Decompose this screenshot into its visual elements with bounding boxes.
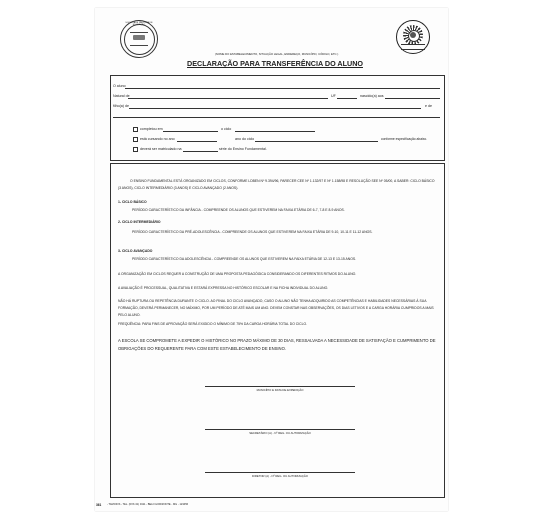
cursando-ano-field[interactable] [177,141,217,142]
signature-line-2[interactable] [205,429,355,430]
school-seal-left [120,20,158,58]
cursando-checkbox[interactable] [133,137,138,142]
cursando-label: está cursando no ano [140,137,175,141]
ciclo2-text: PERÍODO CARACTERÍSTICO DA PRÉ-ADOLESCÊNCIA - COMPREENDE OS ALUNOS QUE ESTIVEREM NA FAIXA ETÁRIA DE 9-10, 10-11 E 11-12 ANOS. [132,230,373,234]
matriculado-checkbox[interactable] [133,147,138,152]
concluiu-suffix: o ciclo [221,127,232,131]
bullet-ruptura: NÃO HÁ RUPTURA OU REPETÊNCIA DURANTE O CICLO. AO FINAL DO CICLO AVANÇADO, CASO O ALUNO NÃO TENHA ADQUIRIDO AS COMPETÊNCIAS E HABILIDADES NECESSÁRIAS À SUA FORMAÇÃO, DEVERÁ PERMANECER, NO MÁXIMO, POR UM PERÍODO DE ATÉ MAIS UM ANO. DEVEM CONSTAR NAS OBSERVAÇÕES, OS DIAS LETIVOS E A CARGA HORÁRIA CUMPRIDOS A MAIS PELO ALUNO. [118,299,434,317]
natural-field[interactable] [128,98,328,99]
concluiu-label: completou em [140,127,163,131]
ciclo1-title: 1- CICLO BÁSICO [118,200,147,204]
matriculado-label: deverá ser matriculado na [140,147,182,151]
filho-label: filho(a) de [113,104,129,108]
ciclo2-title: 2- CICLO INTERMEDIÁRIO [118,220,161,224]
ciclo3-text: PERÍODO CARACTERÍSTICO DA ADOLESCÊNCIA - COMPREENDE OS ALUNOS QUE ESTIVEREM NA FAIXA ETÁRIA DE 12-13 E 13-15 ANOS. [132,257,357,261]
signature-line-3[interactable] [205,472,355,473]
concluiu-checkbox[interactable] [133,127,138,132]
bullet-avaliacao: A AVALIAÇÃO É PROCESSUAL, QUALITATIVA E ESTARÁ EXPRESSA NO HISTÓRICO ESCOLAR E NA FICHA INDIVIDUAL DO ALUNO. [118,286,329,290]
mae-field[interactable] [113,117,440,118]
cursando-mid: ano do ciclo [235,137,255,141]
concluiu-ciclo-field[interactable] [235,131,315,132]
ciclo1-text: PERÍODO CARACTERÍSTICO DA INFÂNCIA - COMPREENDE OS ALUNOS QUE ESTIVEREM NA FAIXA ETÁRIA DE 6-7, 7-8 E 8-9 ANOS. [132,208,345,212]
signature-line-1[interactable] [205,386,355,387]
bullet-frequencia: FREQÜÊNCIA: PARA FINS DE APROVAÇÃO SERÁ EXIGIDO O MÍNIMO DE 75% DA CARGA HORÁRIA TOTAL DO CICLO. [118,322,308,326]
sig2-label: SECRETÁRIO (A) - Nº REG. OU AUTORIZAÇÃO [249,431,311,435]
sig1-label: MUNICÍPIO E DATA DE EXPEDIÇÃO [256,388,304,392]
uf-label: UF [331,94,336,98]
content-box [110,163,445,498]
seal-text: SOCIEDADE PAULISTA DE EDUCAÇÃO [125,22,153,27]
footer-printer: - TAMOIOS - TEL. (0XX-31) 0411 - BELO HORIZONTE - MG - 123456 [107,503,189,506]
commitment-text: A ESCOLA SE COMPROMETE A EXPEDIR O HISTÓRICO NO PRAZO MÁXIMO DE 30 DIAS, RESSALVADA A NECESSIDADE DE SATISFAÇÃO E CUMPRIMENTO DE OBRIGAÇÕES DO REQUERENTE PARA COM ESTE ESTABELECIMENTO DE ENSINO. [118,338,436,351]
school-id-line: (NOME DO ESTABELECIMENTO, SITUAÇÃO LEGAL, ENDEREÇO, MUNICÍPIO, CÓDIGO, ETC.) [215,52,339,56]
page-title: DECLARAÇÃO PARA TRANSFERÊNCIA DO ALUNO [187,59,363,68]
sig3-label: DIRETOR (A) - Nº REG. OU AUTORIZAÇÃO [252,474,308,478]
ciclo3-title: 3- CICLO AVANÇADO [118,249,153,253]
bullet-organizacao: A ORGANIZAÇÃO EM CICLOS REQUER A CONSTRUÇÃO DE UMA PROPOSTA PEDAGÓGICA CONSIDERANDO OS DIFERENTES RITMOS DO ALUNO. [118,272,357,276]
nasc-field[interactable] [385,98,440,99]
and-label: e de [425,104,432,108]
nasc-label: nascido(a) aos [360,94,384,98]
natural-label: Natural de [113,94,130,98]
uf-field[interactable] [337,98,357,99]
intro-text: O ENSINO FUNDAMENTAL ESTÁ ORGANIZADO EM CICLOS, CONFORME LDBEN Nº 9.394/96, PARECER CEE Nº 1.132/97 E Nº 1.158/98 E RESOLUÇÃO SEE Nº 05/00, A SABER: CICLO BÁSICO (3 ANOS), CICLO INTERMEDIÁRIO (3 ANOS) E CICLO AVANÇADO (2 ANOS). [118,179,435,190]
concluiu-date-field[interactable] [163,131,218,132]
aluno-label: O aluno [113,84,126,88]
filho-field[interactable] [129,108,421,109]
cursando-ciclo-field[interactable] [255,141,378,142]
cursando-suffix: conforme especificação abaixo. [381,137,428,141]
aluno-field[interactable] [125,88,440,89]
footer-code: 361 [96,503,102,507]
matriculado-serie-field[interactable] [183,151,218,152]
form-page [95,8,448,511]
matriculado-suffix: série do Ensino Fundamental. [219,147,267,151]
coat-of-arms [396,20,430,54]
